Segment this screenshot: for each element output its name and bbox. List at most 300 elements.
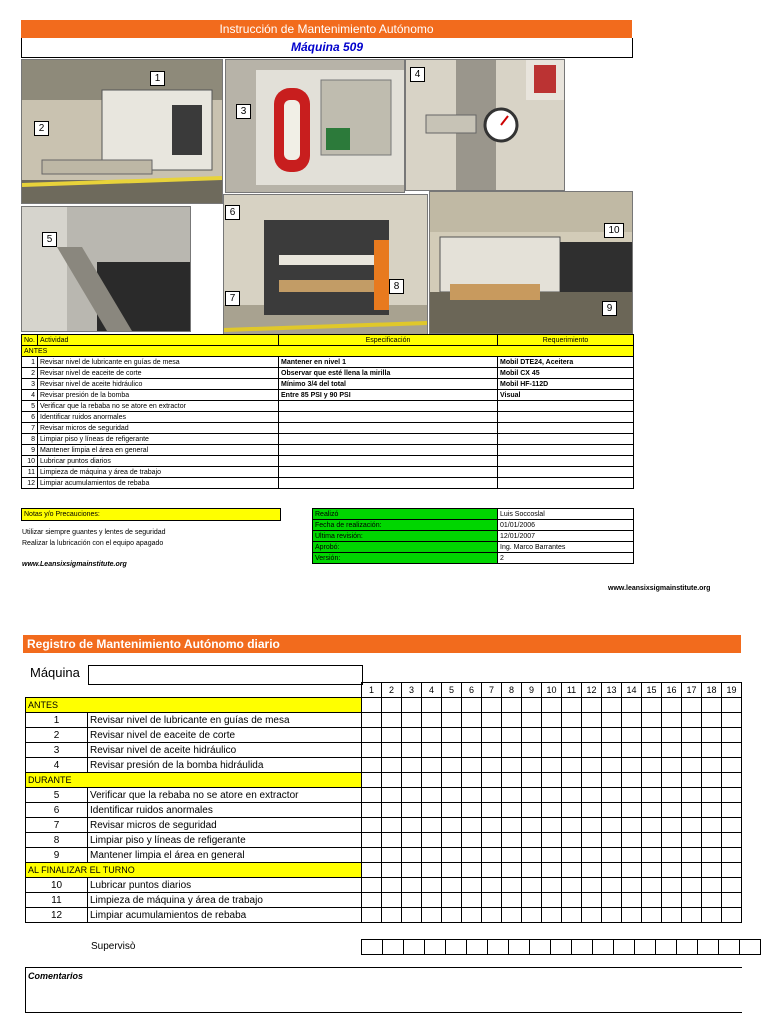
check-cell[interactable] — [642, 728, 662, 743]
check-cell[interactable] — [522, 818, 542, 833]
check-cell[interactable] — [682, 758, 702, 773]
check-cell[interactable] — [542, 893, 562, 908]
check-cell[interactable] — [522, 803, 542, 818]
check-cell[interactable] — [442, 818, 462, 833]
check-cell[interactable] — [482, 713, 502, 728]
check-cell[interactable] — [402, 713, 422, 728]
check-cell[interactable] — [382, 803, 402, 818]
check-cell[interactable] — [722, 713, 742, 728]
check-cell[interactable] — [722, 803, 742, 818]
check-cell[interactable] — [542, 818, 562, 833]
check-cell[interactable] — [382, 743, 402, 758]
check-cell[interactable] — [422, 818, 442, 833]
check-cell[interactable] — [582, 908, 602, 923]
check-cell[interactable] — [602, 698, 622, 713]
check-cell[interactable] — [402, 863, 422, 878]
check-cell[interactable] — [362, 908, 382, 923]
supervisor-check-cell[interactable] — [467, 940, 488, 955]
check-cell[interactable] — [482, 773, 502, 788]
check-cell[interactable] — [682, 818, 702, 833]
check-cell[interactable] — [362, 848, 382, 863]
check-cell[interactable] — [662, 713, 682, 728]
check-cell[interactable] — [522, 878, 542, 893]
check-cell[interactable] — [622, 893, 642, 908]
check-cell[interactable] — [402, 818, 422, 833]
check-cell[interactable] — [702, 698, 722, 713]
check-cell[interactable] — [502, 758, 522, 773]
check-cell[interactable] — [582, 758, 602, 773]
check-cell[interactable] — [562, 893, 582, 908]
check-cell[interactable] — [562, 758, 582, 773]
supervisor-check-cell[interactable] — [719, 940, 740, 955]
check-cell[interactable] — [442, 803, 462, 818]
check-cell[interactable] — [502, 803, 522, 818]
check-cell[interactable] — [622, 848, 642, 863]
check-cell[interactable] — [422, 878, 442, 893]
check-cell[interactable] — [642, 848, 662, 863]
check-cell[interactable] — [562, 848, 582, 863]
check-cell[interactable] — [442, 788, 462, 803]
check-cell[interactable] — [602, 743, 622, 758]
check-cell[interactable] — [462, 863, 482, 878]
check-cell[interactable] — [522, 743, 542, 758]
check-cell[interactable] — [502, 833, 522, 848]
check-cell[interactable] — [642, 908, 662, 923]
check-cell[interactable] — [642, 713, 662, 728]
check-cell[interactable] — [542, 713, 562, 728]
check-cell[interactable] — [722, 788, 742, 803]
check-cell[interactable] — [382, 833, 402, 848]
check-cell[interactable] — [622, 758, 642, 773]
check-cell[interactable] — [422, 728, 442, 743]
check-cell[interactable] — [362, 743, 382, 758]
check-cell[interactable] — [422, 908, 442, 923]
check-cell[interactable] — [482, 863, 502, 878]
supervisor-check-cell[interactable] — [530, 940, 551, 955]
check-cell[interactable] — [522, 788, 542, 803]
check-cell[interactable] — [382, 878, 402, 893]
check-cell[interactable] — [722, 908, 742, 923]
check-cell[interactable] — [702, 863, 722, 878]
check-cell[interactable] — [382, 848, 402, 863]
check-cell[interactable] — [622, 878, 642, 893]
check-cell[interactable] — [642, 758, 662, 773]
check-cell[interactable] — [362, 818, 382, 833]
check-cell[interactable] — [542, 863, 562, 878]
check-cell[interactable] — [642, 833, 662, 848]
check-cell[interactable] — [542, 758, 562, 773]
supervisor-check-cell[interactable] — [551, 940, 572, 955]
check-cell[interactable] — [602, 878, 622, 893]
check-cell[interactable] — [602, 803, 622, 818]
check-cell[interactable] — [502, 698, 522, 713]
check-cell[interactable] — [502, 773, 522, 788]
check-cell[interactable] — [642, 863, 662, 878]
check-cell[interactable] — [562, 833, 582, 848]
check-cell[interactable] — [682, 788, 702, 803]
check-cell[interactable] — [722, 848, 742, 863]
check-cell[interactable] — [422, 863, 442, 878]
check-cell[interactable] — [702, 803, 722, 818]
check-cell[interactable] — [722, 818, 742, 833]
supervisor-check-cell[interactable] — [740, 940, 761, 955]
check-cell[interactable] — [662, 803, 682, 818]
check-cell[interactable] — [382, 863, 402, 878]
check-cell[interactable] — [702, 758, 722, 773]
check-cell[interactable] — [702, 818, 722, 833]
check-cell[interactable] — [502, 788, 522, 803]
check-cell[interactable] — [602, 893, 622, 908]
website-right[interactable]: www.leansixsigmainstitute.org — [608, 585, 711, 592]
check-cell[interactable] — [422, 788, 442, 803]
check-cell[interactable] — [602, 788, 622, 803]
check-cell[interactable] — [442, 773, 462, 788]
check-cell[interactable] — [482, 743, 502, 758]
check-cell[interactable] — [442, 893, 462, 908]
check-cell[interactable] — [422, 773, 442, 788]
supervisor-check-cell[interactable] — [446, 940, 467, 955]
check-cell[interactable] — [502, 893, 522, 908]
check-cell[interactable] — [362, 863, 382, 878]
check-cell[interactable] — [542, 833, 562, 848]
check-cell[interactable] — [362, 713, 382, 728]
supervisor-check-cell[interactable] — [614, 940, 635, 955]
check-cell[interactable] — [462, 773, 482, 788]
check-cell[interactable] — [682, 878, 702, 893]
check-cell[interactable] — [422, 758, 442, 773]
check-cell[interactable] — [622, 713, 642, 728]
check-cell[interactable] — [722, 878, 742, 893]
check-cell[interactable] — [582, 788, 602, 803]
check-cell[interactable] — [482, 758, 502, 773]
check-cell[interactable] — [562, 803, 582, 818]
check-cell[interactable] — [682, 743, 702, 758]
check-cell[interactable] — [482, 908, 502, 923]
check-cell[interactable] — [682, 698, 702, 713]
check-cell[interactable] — [602, 728, 622, 743]
check-cell[interactable] — [362, 878, 382, 893]
check-cell[interactable] — [622, 803, 642, 818]
check-cell[interactable] — [562, 908, 582, 923]
check-cell[interactable] — [682, 773, 702, 788]
check-cell[interactable] — [462, 833, 482, 848]
check-cell[interactable] — [682, 908, 702, 923]
check-cell[interactable] — [682, 728, 702, 743]
check-cell[interactable] — [602, 863, 622, 878]
check-cell[interactable] — [462, 728, 482, 743]
check-cell[interactable] — [562, 878, 582, 893]
check-cell[interactable] — [502, 863, 522, 878]
check-cell[interactable] — [542, 878, 562, 893]
check-cell[interactable] — [382, 713, 402, 728]
check-cell[interactable] — [522, 758, 542, 773]
check-cell[interactable] — [702, 833, 722, 848]
check-cell[interactable] — [402, 893, 422, 908]
check-cell[interactable] — [622, 698, 642, 713]
check-cell[interactable] — [462, 908, 482, 923]
check-cell[interactable] — [402, 773, 422, 788]
check-cell[interactable] — [582, 698, 602, 713]
check-cell[interactable] — [422, 743, 442, 758]
check-cell[interactable] — [462, 758, 482, 773]
check-cell[interactable] — [582, 878, 602, 893]
check-cell[interactable] — [722, 773, 742, 788]
check-cell[interactable] — [462, 698, 482, 713]
check-cell[interactable] — [642, 743, 662, 758]
check-cell[interactable] — [362, 773, 382, 788]
check-cell[interactable] — [522, 773, 542, 788]
check-cell[interactable] — [382, 818, 402, 833]
supervisor-check-cell[interactable] — [425, 940, 446, 955]
check-cell[interactable] — [522, 713, 542, 728]
check-cell[interactable] — [502, 713, 522, 728]
check-cell[interactable] — [522, 908, 542, 923]
check-cell[interactable] — [682, 713, 702, 728]
check-cell[interactable] — [702, 728, 722, 743]
check-cell[interactable] — [662, 893, 682, 908]
check-cell[interactable] — [382, 788, 402, 803]
check-cell[interactable] — [662, 863, 682, 878]
check-cell[interactable] — [622, 743, 642, 758]
check-cell[interactable] — [382, 758, 402, 773]
check-cell[interactable] — [482, 728, 502, 743]
check-cell[interactable] — [442, 698, 462, 713]
check-cell[interactable] — [382, 893, 402, 908]
website-left[interactable]: www.Leansixsigmainstitute.org — [22, 561, 127, 568]
check-cell[interactable] — [642, 893, 662, 908]
check-cell[interactable] — [422, 848, 442, 863]
check-cell[interactable] — [702, 908, 722, 923]
check-cell[interactable] — [442, 848, 462, 863]
check-cell[interactable] — [662, 758, 682, 773]
supervisor-check-cell[interactable] — [404, 940, 425, 955]
check-cell[interactable] — [482, 818, 502, 833]
supervisor-check-cell[interactable] — [593, 940, 614, 955]
check-cell[interactable] — [402, 698, 422, 713]
check-cell[interactable] — [682, 848, 702, 863]
check-cell[interactable] — [502, 908, 522, 923]
check-cell[interactable] — [562, 818, 582, 833]
check-cell[interactable] — [502, 848, 522, 863]
check-cell[interactable] — [542, 848, 562, 863]
check-cell[interactable] — [402, 878, 422, 893]
check-cell[interactable] — [702, 713, 722, 728]
check-cell[interactable] — [402, 848, 422, 863]
check-cell[interactable] — [522, 863, 542, 878]
check-cell[interactable] — [482, 833, 502, 848]
check-cell[interactable] — [582, 713, 602, 728]
check-cell[interactable] — [422, 833, 442, 848]
check-cell[interactable] — [382, 773, 402, 788]
check-cell[interactable] — [582, 893, 602, 908]
check-cell[interactable] — [602, 908, 622, 923]
check-cell[interactable] — [502, 818, 522, 833]
check-cell[interactable] — [702, 878, 722, 893]
check-cell[interactable] — [462, 788, 482, 803]
check-cell[interactable] — [662, 848, 682, 863]
check-cell[interactable] — [662, 788, 682, 803]
check-cell[interactable] — [522, 848, 542, 863]
check-cell[interactable] — [542, 743, 562, 758]
check-cell[interactable] — [582, 863, 602, 878]
check-cell[interactable] — [542, 698, 562, 713]
check-cell[interactable] — [442, 758, 462, 773]
check-cell[interactable] — [442, 833, 462, 848]
check-cell[interactable] — [542, 728, 562, 743]
check-cell[interactable] — [502, 728, 522, 743]
check-cell[interactable] — [642, 878, 662, 893]
check-cell[interactable] — [442, 713, 462, 728]
check-cell[interactable] — [682, 833, 702, 848]
check-cell[interactable] — [602, 818, 622, 833]
check-cell[interactable] — [642, 773, 662, 788]
check-cell[interactable] — [602, 848, 622, 863]
check-cell[interactable] — [682, 863, 702, 878]
check-cell[interactable] — [642, 803, 662, 818]
check-cell[interactable] — [722, 743, 742, 758]
check-cell[interactable] — [482, 788, 502, 803]
check-cell[interactable] — [562, 698, 582, 713]
check-cell[interactable] — [562, 713, 582, 728]
check-cell[interactable] — [722, 893, 742, 908]
check-cell[interactable] — [542, 908, 562, 923]
check-cell[interactable] — [662, 773, 682, 788]
check-cell[interactable] — [522, 893, 542, 908]
check-cell[interactable] — [442, 863, 462, 878]
check-cell[interactable] — [502, 743, 522, 758]
check-cell[interactable] — [582, 728, 602, 743]
check-cell[interactable] — [422, 893, 442, 908]
check-cell[interactable] — [442, 743, 462, 758]
check-cell[interactable] — [622, 818, 642, 833]
check-cell[interactable] — [622, 908, 642, 923]
check-cell[interactable] — [402, 758, 422, 773]
check-cell[interactable] — [582, 773, 602, 788]
check-cell[interactable] — [702, 743, 722, 758]
check-cell[interactable] — [422, 803, 442, 818]
check-cell[interactable] — [622, 773, 642, 788]
check-cell[interactable] — [562, 743, 582, 758]
check-cell[interactable] — [682, 803, 702, 818]
check-cell[interactable] — [402, 788, 422, 803]
check-cell[interactable] — [382, 908, 402, 923]
check-cell[interactable] — [662, 698, 682, 713]
check-cell[interactable] — [362, 728, 382, 743]
check-cell[interactable] — [642, 698, 662, 713]
check-cell[interactable] — [542, 773, 562, 788]
supervisor-check-cell[interactable] — [572, 940, 593, 955]
supervisor-check-cell[interactable] — [656, 940, 677, 955]
check-cell[interactable] — [462, 893, 482, 908]
supervisor-check-cell[interactable] — [488, 940, 509, 955]
supervisor-check-cell[interactable] — [509, 940, 530, 955]
check-cell[interactable] — [422, 698, 442, 713]
check-cell[interactable] — [622, 728, 642, 743]
check-cell[interactable] — [662, 818, 682, 833]
supervisor-check-cell[interactable] — [677, 940, 698, 955]
check-cell[interactable] — [462, 713, 482, 728]
check-cell[interactable] — [602, 773, 622, 788]
supervisor-check-cell[interactable] — [362, 940, 383, 955]
check-cell[interactable] — [542, 803, 562, 818]
check-cell[interactable] — [562, 788, 582, 803]
check-cell[interactable] — [602, 758, 622, 773]
check-cell[interactable] — [482, 893, 502, 908]
check-cell[interactable] — [702, 893, 722, 908]
check-cell[interactable] — [642, 818, 662, 833]
check-cell[interactable] — [702, 788, 722, 803]
check-cell[interactable] — [402, 803, 422, 818]
check-cell[interactable] — [482, 878, 502, 893]
check-cell[interactable] — [362, 788, 382, 803]
check-cell[interactable] — [662, 878, 682, 893]
check-cell[interactable] — [442, 878, 462, 893]
check-cell[interactable] — [542, 788, 562, 803]
check-cell[interactable] — [682, 893, 702, 908]
check-cell[interactable] — [622, 788, 642, 803]
supervisor-check-cell[interactable] — [383, 940, 404, 955]
check-cell[interactable] — [662, 833, 682, 848]
check-cell[interactable] — [462, 848, 482, 863]
check-cell[interactable] — [362, 803, 382, 818]
check-cell[interactable] — [382, 728, 402, 743]
check-cell[interactable] — [562, 773, 582, 788]
check-cell[interactable] — [442, 728, 462, 743]
check-cell[interactable] — [642, 788, 662, 803]
check-cell[interactable] — [582, 803, 602, 818]
check-cell[interactable] — [522, 728, 542, 743]
check-cell[interactable] — [622, 833, 642, 848]
check-cell[interactable] — [702, 773, 722, 788]
check-cell[interactable] — [402, 908, 422, 923]
check-cell[interactable] — [582, 848, 602, 863]
check-cell[interactable] — [662, 743, 682, 758]
check-cell[interactable] — [562, 728, 582, 743]
check-cell[interactable] — [722, 728, 742, 743]
check-cell[interactable] — [442, 908, 462, 923]
check-cell[interactable] — [582, 818, 602, 833]
check-cell[interactable] — [582, 833, 602, 848]
check-cell[interactable] — [602, 833, 622, 848]
check-cell[interactable] — [722, 698, 742, 713]
check-cell[interactable] — [522, 698, 542, 713]
check-cell[interactable] — [382, 698, 402, 713]
comments-box[interactable] — [25, 967, 742, 1013]
check-cell[interactable] — [662, 728, 682, 743]
supervisor-check-cell[interactable] — [698, 940, 719, 955]
check-cell[interactable] — [402, 743, 422, 758]
check-cell[interactable] — [462, 803, 482, 818]
check-cell[interactable] — [722, 833, 742, 848]
check-cell[interactable] — [422, 713, 442, 728]
check-cell[interactable] — [522, 833, 542, 848]
supervisor-check-cell[interactable] — [635, 940, 656, 955]
check-cell[interactable] — [702, 848, 722, 863]
check-cell[interactable] — [362, 833, 382, 848]
check-cell[interactable] — [462, 878, 482, 893]
check-cell[interactable] — [602, 713, 622, 728]
check-cell[interactable] — [622, 863, 642, 878]
check-cell[interactable] — [462, 743, 482, 758]
check-cell[interactable] — [482, 803, 502, 818]
check-cell[interactable] — [402, 728, 422, 743]
check-cell[interactable] — [502, 878, 522, 893]
check-cell[interactable] — [582, 743, 602, 758]
check-cell[interactable] — [362, 893, 382, 908]
check-cell[interactable] — [562, 863, 582, 878]
check-cell[interactable] — [482, 848, 502, 863]
check-cell[interactable] — [462, 818, 482, 833]
